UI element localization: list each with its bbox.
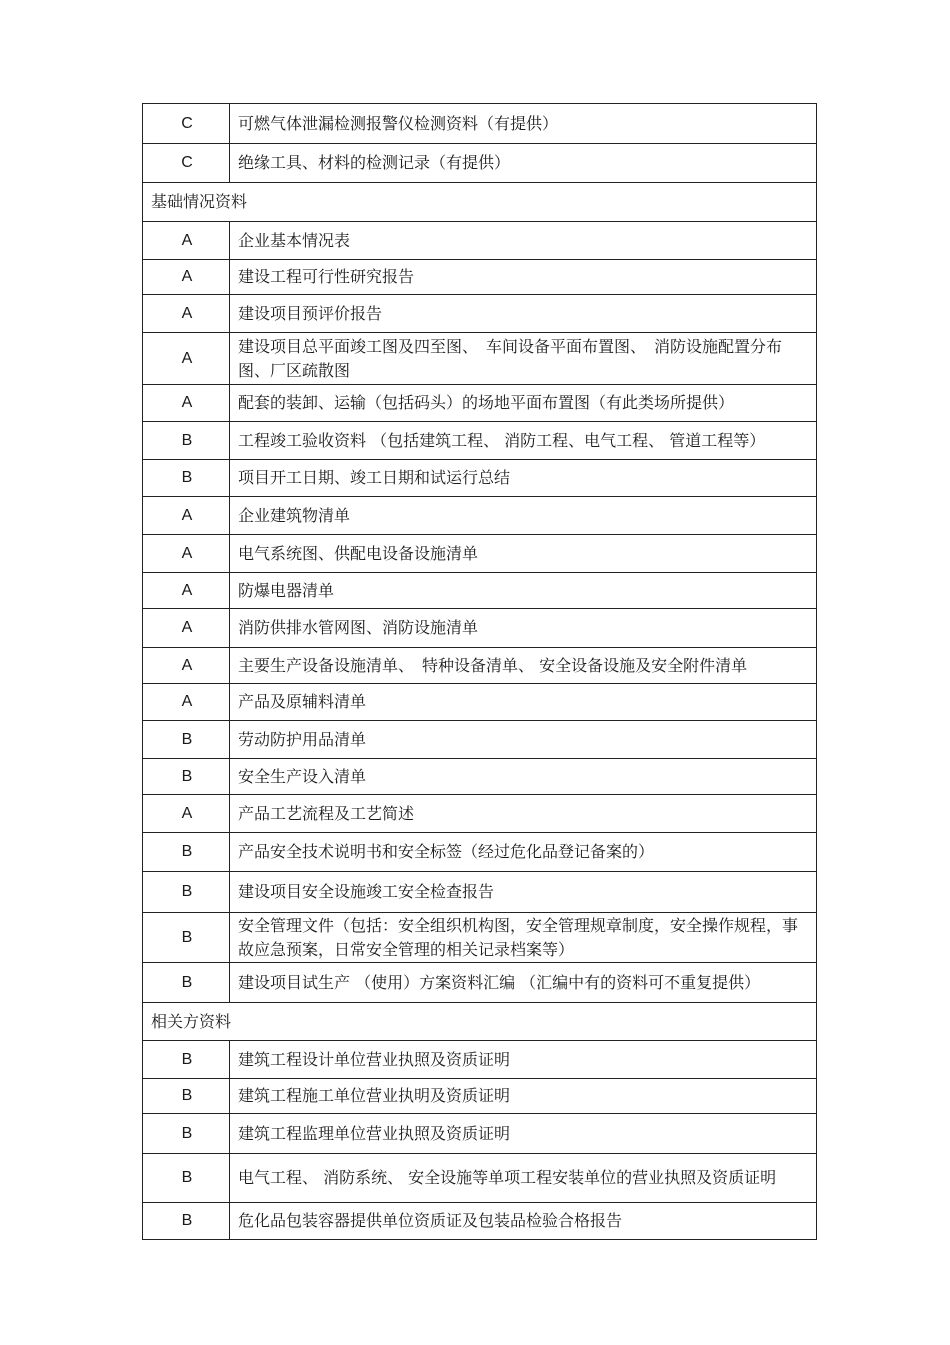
table-row (143, 833, 817, 872)
item-description-cell: 建设项目安全设施竣工安全检查报告 (230, 872, 817, 913)
table-row (143, 1041, 817, 1079)
item-description-cell: 建设项目预评价报告 (230, 295, 817, 333)
item-description-cell: 建设工程可行性研究报告 (230, 260, 817, 295)
table-row (143, 104, 817, 144)
table-row (143, 1114, 817, 1154)
table-row (143, 573, 817, 609)
grade-cell: B (143, 833, 230, 872)
item-description-cell: 电气系统图、供配电设备设施清单 (230, 535, 817, 573)
grade-cell: A (143, 648, 230, 684)
table-row (143, 222, 817, 260)
grade-cell: B (143, 1154, 230, 1203)
table-row (143, 260, 817, 295)
item-description-cell: 主要生产设备设施清单、 特种设备清单、 安全设备设施及安全附件清单 (230, 648, 817, 684)
table-row (143, 385, 817, 422)
item-description-cell: 企业建筑物清单 (230, 497, 817, 535)
item-description-cell: 可燃气体泄漏检测报警仪检测资料（有提供） (230, 104, 817, 144)
table-row (143, 872, 817, 913)
item-description-cell: 危化品包装容器提供单位资质证及包装品检验合格报告 (230, 1203, 817, 1240)
grade-cell: B (143, 1114, 230, 1154)
item-description-cell: 产品及原辅料清单 (230, 684, 817, 721)
item-description-cell: 产品工艺流程及工艺简述 (230, 795, 817, 833)
item-description-cell: 建筑工程设计单位营业执照及资质证明 (230, 1041, 817, 1079)
grade-cell: B (143, 1079, 230, 1114)
grade-cell: A (143, 260, 230, 295)
table-row (143, 144, 817, 183)
table-row (143, 295, 817, 333)
grade-cell: A (143, 222, 230, 260)
item-description-cell: 安全生产设入清单 (230, 759, 817, 795)
section-row (143, 183, 817, 222)
table-row (143, 721, 817, 759)
item-description-cell: 消防供排水管网图、消防设施清单 (230, 609, 817, 648)
item-description-cell: 建设项目试生产 （使用）方案资料汇编 （汇编中有的资料可不重复提供） (230, 963, 817, 1003)
table-row (143, 795, 817, 833)
item-description-cell: 企业基本情况表 (230, 222, 817, 260)
grade-cell: B (143, 759, 230, 795)
table-row (143, 333, 817, 385)
grade-cell: B (143, 872, 230, 913)
grade-cell: B (143, 1203, 230, 1240)
grade-cell: A (143, 385, 230, 422)
table-row (143, 963, 817, 1003)
grade-cell: A (143, 573, 230, 609)
table-row (143, 759, 817, 795)
section-heading: 基础情况资料 (143, 183, 817, 222)
grade-cell: A (143, 535, 230, 573)
table-row (143, 460, 817, 497)
grade-cell: B (143, 963, 230, 1003)
table-row (143, 1079, 817, 1114)
table-body (143, 104, 817, 1240)
item-description-cell: 工程竣工验收资料 （包括建筑工程、 消防工程、电气工程、 管道工程等） (230, 422, 817, 460)
item-description-cell: 安全管理文件（包括：安全组织机构图，安全管理规章制度，安全操作规程，事故应急预案，日常安全管理的相关记录档案等） (230, 913, 817, 963)
grade-cell: A (143, 609, 230, 648)
table-row (143, 1154, 817, 1203)
table-row (143, 648, 817, 684)
table-row (143, 535, 817, 573)
table-row (143, 497, 817, 535)
grade-cell: A (143, 795, 230, 833)
table-row (143, 913, 817, 963)
table-row (143, 1203, 817, 1240)
section-heading: 相关方资料 (143, 1003, 817, 1041)
table-row (143, 422, 817, 460)
table-row (143, 684, 817, 721)
grade-cell: B (143, 422, 230, 460)
item-description-cell: 项目开工日期、竣工日期和试运行总结 (230, 460, 817, 497)
grade-cell: A (143, 295, 230, 333)
grade-cell: B (143, 913, 230, 963)
item-description-cell: 配套的装卸、运输（包括码头）的场地平面布置图（有此类场所提供） (230, 385, 817, 422)
item-description-cell: 产品安全技术说明书和安全标签（经过危化品登记备案的） (230, 833, 817, 872)
grade-cell: C (143, 144, 230, 183)
item-description-cell: 防爆电器清单 (230, 573, 817, 609)
section-row (143, 1003, 817, 1041)
document-table (142, 103, 817, 1240)
table-row (143, 609, 817, 648)
grade-cell: B (143, 1041, 230, 1079)
grade-cell: B (143, 460, 230, 497)
item-description-cell: 建筑工程监理单位营业执照及资质证明 (230, 1114, 817, 1154)
grade-cell: B (143, 721, 230, 759)
item-description-cell: 劳动防护用品清单 (230, 721, 817, 759)
grade-cell: C (143, 104, 230, 144)
item-description-cell: 建设项目总平面竣工图及四至图、 车间设备平面布置图、 消防设施配置分布图、厂区疏散图 (230, 333, 817, 385)
grade-cell: A (143, 333, 230, 385)
grade-cell: A (143, 497, 230, 535)
item-description-cell: 建筑工程施工单位营业执明及资质证明 (230, 1079, 817, 1114)
item-description-cell: 电气工程、 消防系统、 安全设施等单项工程安装单位的营业执照及资质证明 (230, 1154, 817, 1203)
grade-cell: A (143, 684, 230, 721)
item-description-cell: 绝缘工具、材料的检测记录（有提供） (230, 144, 817, 183)
